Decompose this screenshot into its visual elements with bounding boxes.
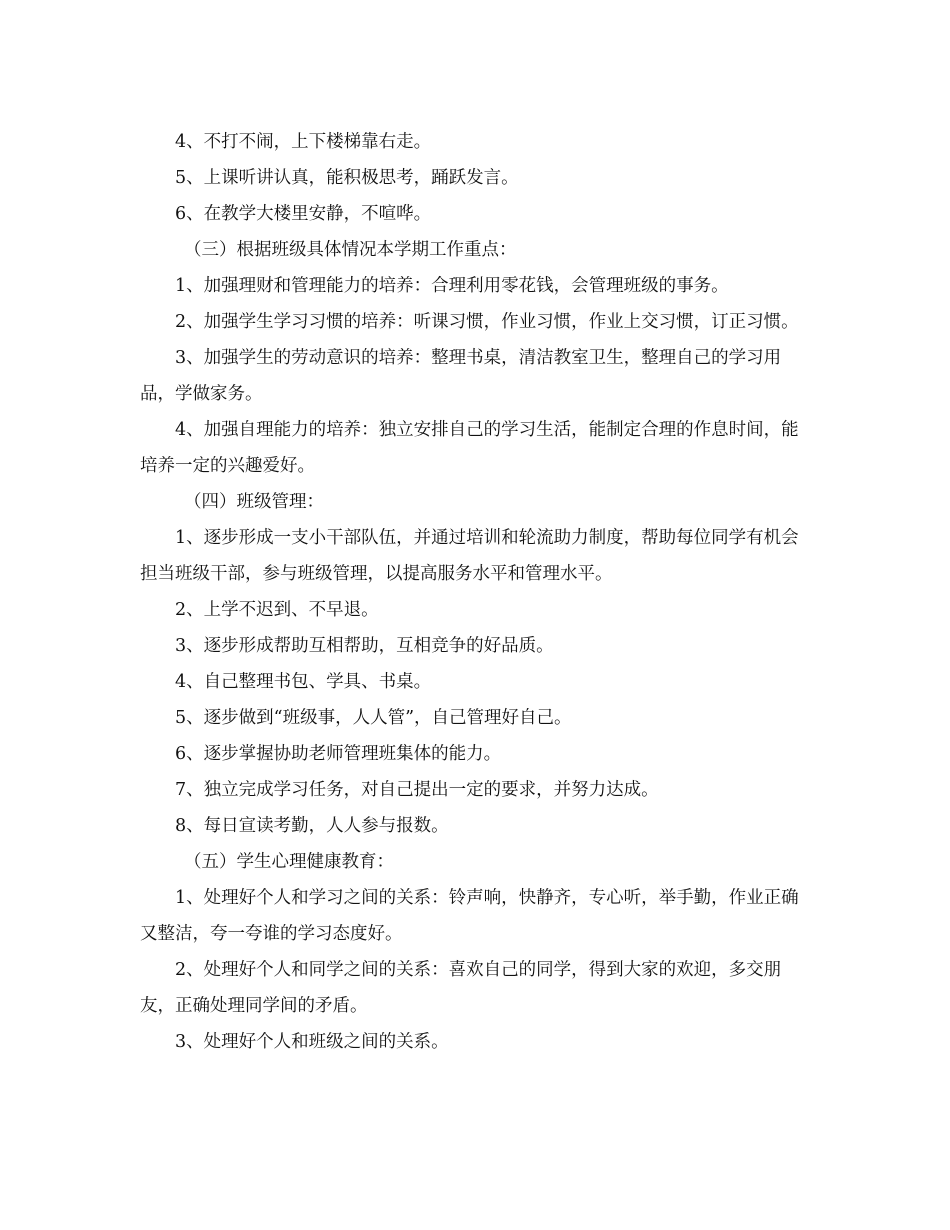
list-item: 8、每日宣读考勤，人人参与报数。 (175, 816, 449, 836)
list-item: 6、逐步掌握协助老师管理班集体的能力。 (175, 744, 502, 764)
list-item: 2、加强学生学习习惯的培养：听课习惯，作业习惯，作业上交习惯，订正习惯。 (175, 312, 799, 332)
section-heading: （三）根据班级具体情况本学期工作重点： (184, 240, 517, 260)
list-item: 3、逐步形成帮助互相帮助，互相竞争的好品质。 (175, 636, 554, 656)
list-item: 4、不打不闹，上下楼梯靠右走。 (175, 132, 432, 152)
list-item: 2、上学不迟到、不早退。 (175, 600, 379, 620)
document-body (140, 124, 805, 1060)
list-item: 6、在教学大楼里安静，不喧哗。 (175, 204, 432, 224)
section-heading: （四）班级管理： (184, 492, 324, 512)
list-item: 5、逐步做到“班级事，人人管”，自己管理好自己。 (175, 708, 572, 728)
list-item: 2、处理好个人和同学之间的关系：喜欢自己的同学，得到大家的欢迎，多交朋友，正确处理同学间的矛盾。 (140, 960, 782, 1016)
list-item: 1、加强理财和管理能力的培养：合理利用零花钱，会管理班级的事务。 (175, 276, 729, 296)
list-item: 4、自己整理书包、学具、书桌。 (175, 672, 432, 692)
list-item: 7、独立完成学习任务，对自己提出一定的要求，并努力达成。 (175, 780, 659, 800)
section-heading: （五）学生心理健康教育： (184, 852, 394, 872)
list-item: 4、加强自理能力的培养：独立安排自己的学习生活，能制定合理的作息时间，能培养一定的兴趣爱好。 (140, 420, 799, 476)
list-item: 1、处理好个人和学习之间的关系：铃声响，快静齐，专心听，举手勤，作业正确又整洁，夸一夸谁的学习态度好。 (140, 888, 799, 944)
list-item: 3、加强学生的劳动意识的培养：整理书桌，清洁教室卫生，整理自己的学习用品，学做家务。 (140, 348, 782, 404)
list-item: 3、处理好个人和班级之间的关系。 (175, 1032, 449, 1052)
list-item: 1、逐步形成一支小干部队伍，并通过培训和轮流助力制度，帮助每位同学有机会担当班级干部，参与班级管理，以提高服务水平和管理水平。 (140, 528, 799, 584)
list-item: 5、上课听讲认真，能积极思考，踊跃发言。 (175, 168, 519, 188)
